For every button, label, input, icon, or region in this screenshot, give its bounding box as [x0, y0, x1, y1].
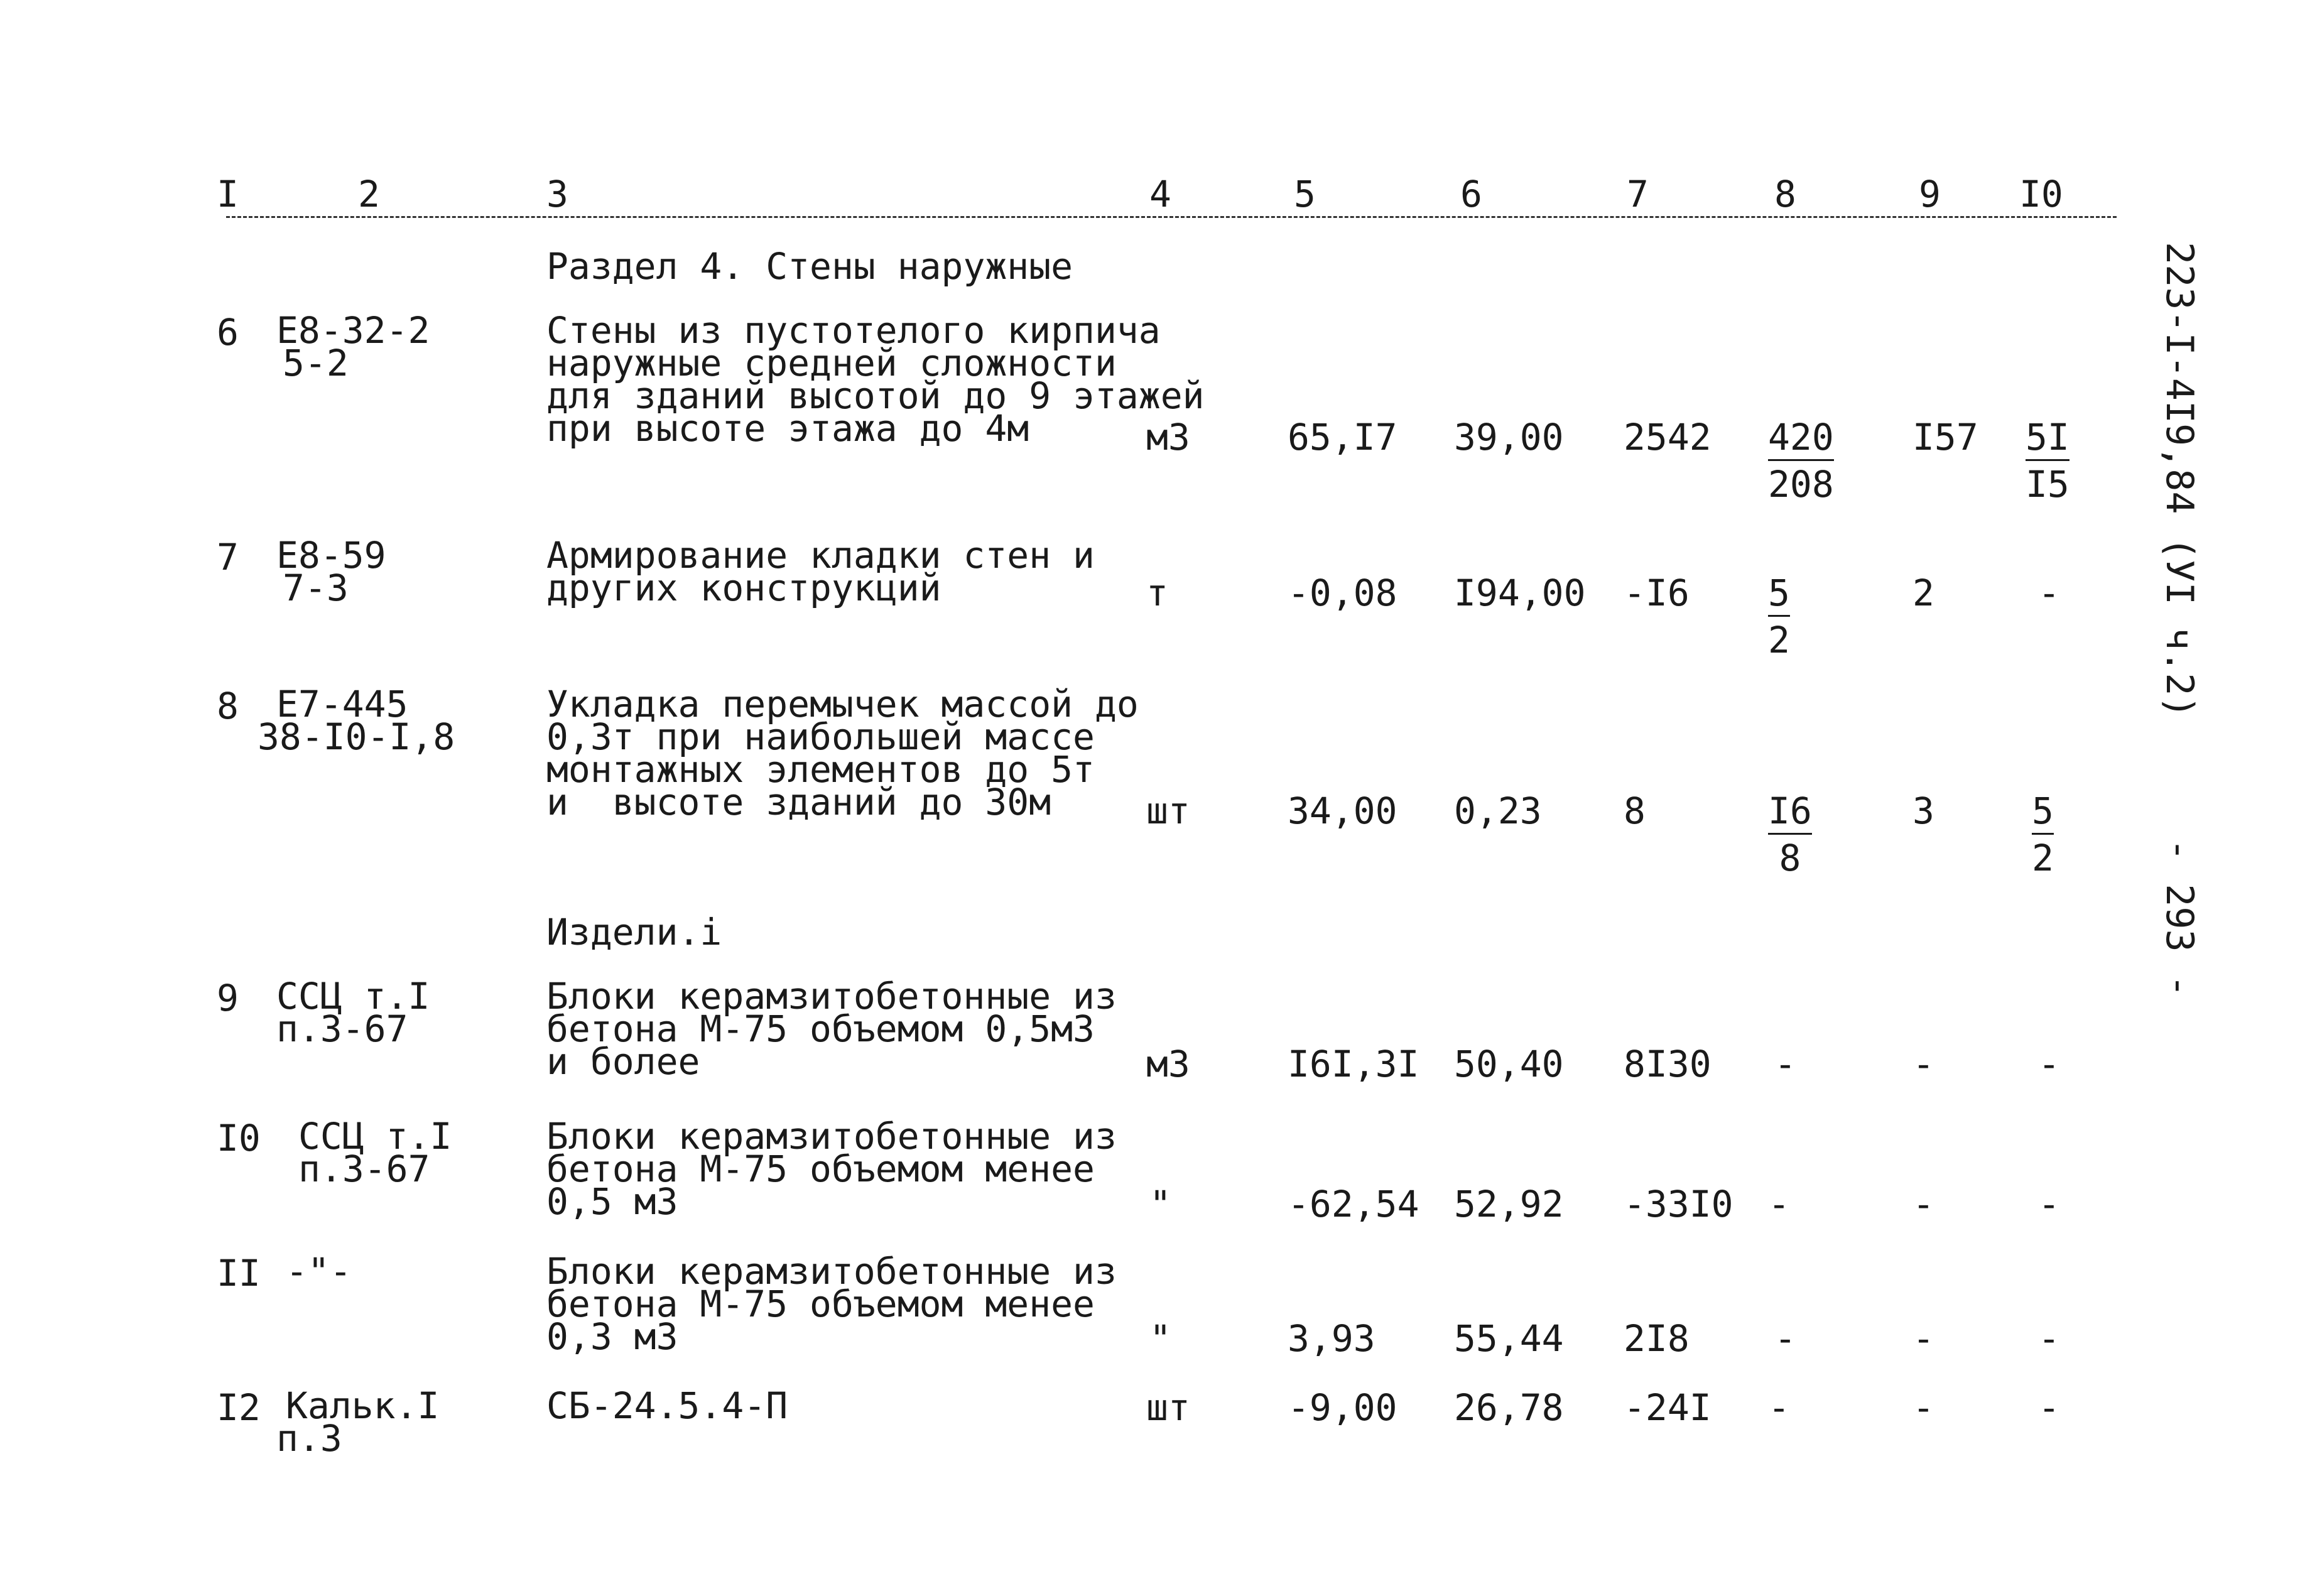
header-col-9: 9: [1919, 173, 1941, 215]
row-col-5: -62,54: [1288, 1183, 1419, 1225]
header-col-3: 3: [546, 173, 568, 215]
row-col-9: 2: [1912, 572, 1934, 614]
row-col-8: -: [1768, 1183, 1790, 1225]
row-col-5: -0,08: [1288, 572, 1397, 614]
row-number: 6: [217, 311, 239, 354]
row-col-8: -: [1774, 1043, 1796, 1085]
row-col-6: 55,44: [1454, 1317, 1564, 1360]
header-col-5: 5: [1294, 173, 1316, 215]
row-col-9: -: [1912, 1043, 1934, 1085]
row-col-6: 26,78: [1454, 1386, 1564, 1429]
row-col-9: -: [1912, 1386, 1934, 1429]
header-col-4: 4: [1149, 173, 1171, 215]
row-col-7: 8: [1624, 790, 1646, 832]
row-col-7: 2I8: [1624, 1317, 1690, 1360]
row-col-5: I6I,3I: [1288, 1043, 1419, 1085]
row-unit: шт: [1146, 790, 1190, 832]
row-unit: шт: [1146, 1386, 1190, 1429]
row-col-8-fraction: $\frac{420}{208}$: [1768, 416, 1834, 506]
row-col-7: 2542: [1624, 416, 1711, 459]
row-col-9: -: [1912, 1183, 1934, 1225]
row-unit: ": [1149, 1183, 1171, 1225]
row-col-6: 39,00: [1454, 416, 1564, 459]
row-col-6: 50,40: [1454, 1043, 1564, 1085]
document-code-rotated: 223-I-4I9,84 (УI ч.2): [2157, 242, 2201, 719]
row-description: СБ-24.5.4-П: [546, 1384, 788, 1427]
row-code: ССЦ т.I п.3-67: [298, 1115, 452, 1190]
row-code: Е8-32-2 5-2: [276, 309, 430, 384]
row-description: Стены из пустотелого кирпича наружные средней сложности для зданий высотой до 9 этажей при высоте этажа до 4м: [546, 309, 1205, 450]
row-unit: м3: [1146, 1043, 1190, 1085]
row-col-9: I57: [1912, 416, 1978, 459]
row-col-6: I94,00: [1454, 572, 1586, 614]
header-col-1: I: [217, 173, 239, 215]
row-col-10: -: [2038, 1317, 2060, 1360]
row-number: II: [217, 1252, 261, 1295]
row-code: ССЦ т.I п.3-67: [276, 975, 430, 1050]
row-number: 7: [217, 536, 239, 578]
header-col-2: 2: [358, 173, 380, 215]
row-number: 9: [217, 977, 239, 1019]
header-col-10: I0: [2019, 173, 2063, 215]
row-code: -"-: [286, 1250, 352, 1293]
row-col-7: 8I30: [1624, 1043, 1711, 1085]
row-col-10: -: [2038, 572, 2060, 614]
row-code: Е7-445 38-I0-I,8: [258, 683, 455, 758]
row-description: Блоки керамзитобетонные из бетона М-75 объемом менее 0,5 м3: [546, 1115, 1117, 1223]
row-col-9: -: [1912, 1317, 1934, 1360]
header-col-7: 7: [1627, 173, 1649, 215]
row-col-10: -: [2038, 1043, 2060, 1085]
row-col-8-fraction: $\frac{5}{2}$: [1768, 572, 1790, 661]
row-number: I0: [217, 1117, 261, 1159]
row-col-5: 3,93: [1288, 1317, 1375, 1360]
section-title: Раздел 4. Стены наружные: [546, 245, 1073, 288]
row-code: Е8-59 7-3: [276, 534, 386, 609]
row-description: Армирование кладки стен и других конструкций: [546, 534, 1095, 609]
row-unit: м3: [1146, 416, 1190, 459]
row-col-5: 34,00: [1288, 790, 1397, 832]
row-unit: ": [1149, 1317, 1171, 1360]
header-col-8: 8: [1774, 173, 1796, 215]
row-number: 8: [217, 685, 239, 727]
row-col-7: -I6: [1624, 572, 1690, 614]
row-number: I2: [217, 1386, 261, 1429]
row-col-5: -9,00: [1288, 1386, 1397, 1429]
row-col-10: -: [2038, 1386, 2060, 1429]
row-col-10: -: [2038, 1183, 2060, 1225]
row-col-6: 52,92: [1454, 1183, 1564, 1225]
row-description: Блоки керамзитобетонные из бетона М-75 объемом менее 0,3 м3: [546, 1250, 1117, 1358]
row-col-5: 65,I7: [1288, 416, 1397, 459]
row-col-8: -: [1774, 1317, 1796, 1360]
subsection-title: Издели.і: [546, 911, 722, 953]
row-col-6: 0,23: [1454, 790, 1542, 832]
row-col-7: -24I: [1624, 1386, 1711, 1429]
row-col-9: 3: [1912, 790, 1934, 832]
row-code: Кальк.I п.3: [276, 1384, 440, 1460]
header-col-6: 6: [1460, 173, 1482, 215]
row-col-7: -33I0: [1624, 1183, 1733, 1225]
row-unit: т: [1146, 572, 1168, 614]
row-col-8: -: [1768, 1386, 1790, 1429]
header-rule: [226, 216, 2117, 218]
row-description: Укладка перемычек массой до 0,3т при наибольшей массе монтажных элементов до 5т и высоте зданий до 30м: [546, 683, 1139, 823]
row-col-10-fraction: $\frac{5I}{I5}$: [2026, 416, 2069, 506]
row-col-10-fraction: $\frac{5}{2}$: [2032, 790, 2054, 879]
row-col-8-fraction: $\frac{I6}{8}$: [1768, 790, 1812, 879]
row-description: Блоки керамзитобетонные из бетона М-75 объемом 0,5м3 и более: [546, 975, 1117, 1083]
page-number-rotated: - 293 -: [2157, 839, 2201, 997]
